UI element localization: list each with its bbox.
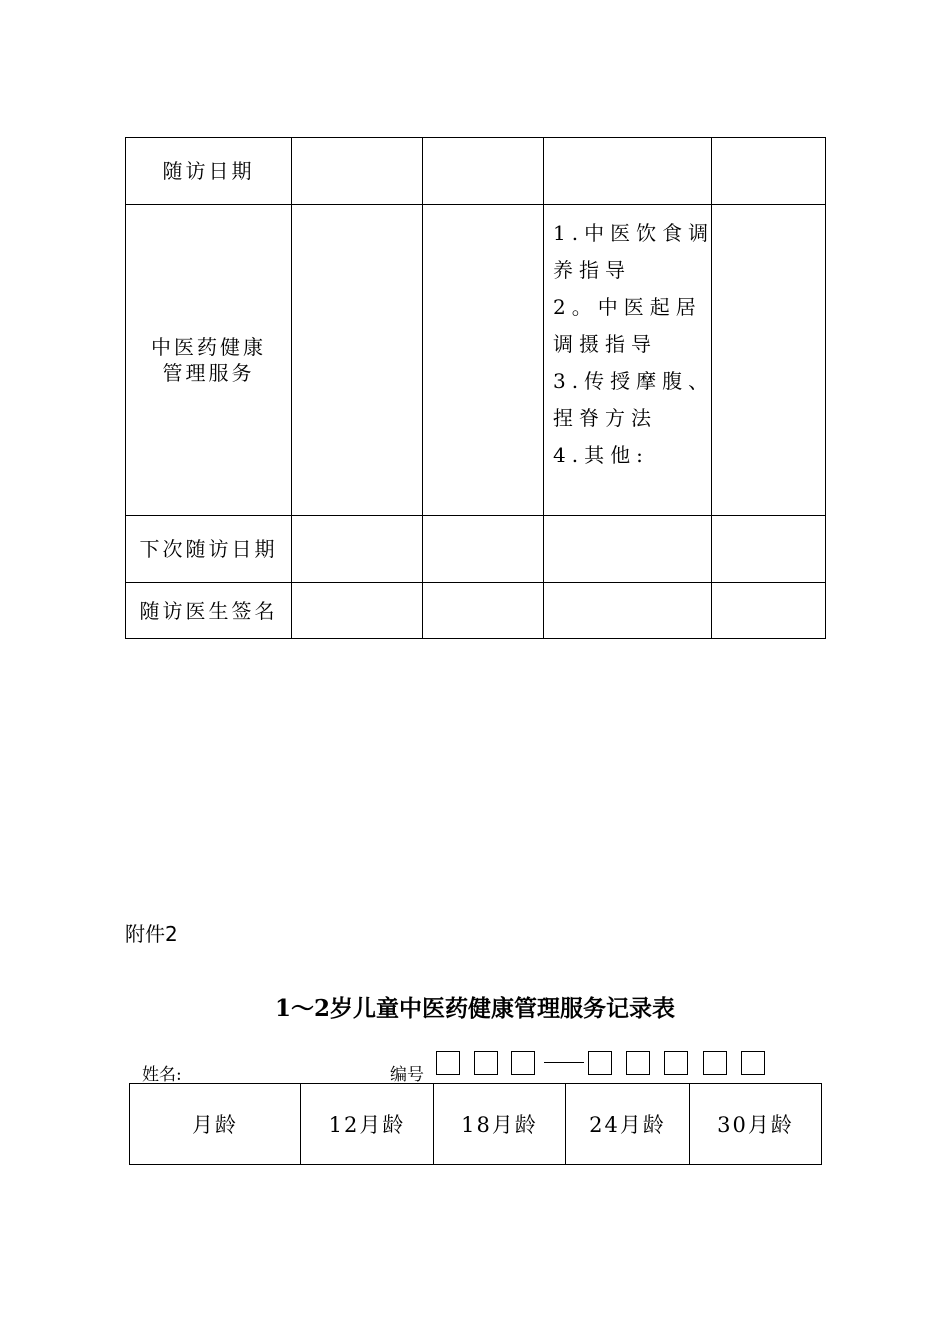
next-visit-cell-2[interactable] <box>423 516 544 583</box>
header-month-age: 月龄 <box>130 1084 301 1165</box>
visit-date-cell-2[interactable] <box>423 138 544 205</box>
visit-date-label: 随访日期 <box>126 138 292 205</box>
tcm-service-cell-1[interactable] <box>292 205 423 516</box>
visit-date-cell-1[interactable] <box>292 138 423 205</box>
header-30-months: 30月龄 <box>690 1084 822 1165</box>
signature-cell-1[interactable] <box>292 583 423 639</box>
service-option-line: 4.其他: <box>553 443 649 467</box>
signature-cell-2[interactable] <box>423 583 544 639</box>
header-12-months: 12月龄 <box>301 1084 434 1165</box>
service-option-line: 1.中医饮食调 <box>553 221 715 245</box>
service-option-line: 调摄指导 <box>553 332 657 356</box>
service-option-line: 捏脊方法 <box>553 406 657 430</box>
header-18-months: 18月龄 <box>434 1084 566 1165</box>
tcm-service-options <box>544 205 715 516</box>
next-visit-cell-1[interactable] <box>292 516 423 583</box>
code-digit-box[interactable] <box>474 1051 498 1075</box>
code-digit-box[interactable] <box>741 1051 765 1075</box>
code-field-label: 编号 <box>390 1065 424 1085</box>
signature-cell-4[interactable] <box>712 583 826 639</box>
form-title: 1～2岁儿童中医药健康管理服务记录表 <box>274 995 675 1022</box>
next-visit-date-label: 下次随访日期 <box>126 516 292 583</box>
next-visit-cell-3[interactable] <box>544 516 712 583</box>
tcm-service-label <box>126 205 292 516</box>
signature-cell-3[interactable] <box>544 583 712 639</box>
code-digit-box[interactable] <box>588 1051 612 1075</box>
service-option-line: 3.传授摩腹、 <box>553 369 715 393</box>
next-visit-cell-4[interactable] <box>712 516 826 583</box>
age-record-table <box>129 1083 822 1165</box>
tcm-service-label-line2: 管理服务 <box>162 361 255 385</box>
tcm-service-label-line1: 中医药健康 <box>151 335 266 359</box>
code-digit-box[interactable] <box>664 1051 688 1075</box>
code-digit-box[interactable] <box>436 1051 460 1075</box>
code-digit-box[interactable] <box>511 1051 535 1075</box>
visit-date-cell-4[interactable] <box>712 138 826 205</box>
followup-table-continued <box>125 137 826 639</box>
name-field-label: 姓名: <box>142 1065 182 1085</box>
service-option-line: 2。中医起居 <box>553 295 702 319</box>
tcm-service-cell-2[interactable] <box>423 205 544 516</box>
header-24-months: 24月龄 <box>566 1084 690 1165</box>
service-option-line: 养指导 <box>553 258 631 282</box>
tcm-service-cell-4[interactable] <box>712 205 826 516</box>
visit-date-cell-3[interactable] <box>544 138 712 205</box>
doctor-signature-label: 随访医生签名 <box>126 583 292 639</box>
code-digit-box[interactable] <box>703 1051 727 1075</box>
code-digit-box[interactable] <box>626 1051 650 1075</box>
annex-label: 附件2 <box>125 922 178 946</box>
code-separator-dash <box>544 1062 584 1063</box>
